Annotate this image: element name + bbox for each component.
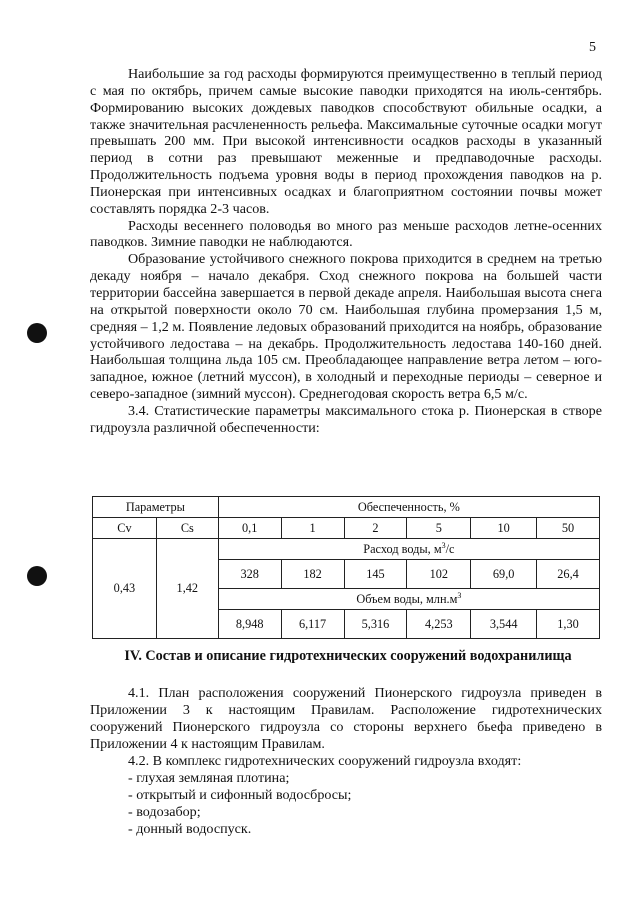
volume-value: 3,544 [471,610,537,639]
probability-cell: 1 [281,518,344,539]
probability-cell: 10 [471,518,537,539]
probability-cell: 2 [344,518,407,539]
probability-cell: 50 [537,518,600,539]
discharge-value: 26,4 [537,560,600,589]
list-item: - глухая земляная плотина; [128,770,290,786]
list-item: - водозабор; [128,804,201,820]
discharge-value: 328 [218,560,281,589]
volume-label-text: Объем воды, млн.м [356,591,458,606]
header-probability: Обеспеченность, % [218,497,599,518]
discharge-label [218,539,599,560]
section-body [90,685,602,838]
volume-unit-sup: 3 [457,590,462,600]
volume-value: 1,30 [537,610,600,639]
header-cs: Cs [156,518,218,539]
statistics-table-wrapper [92,496,600,639]
paragraph-spring-flood: Расходы весеннего половодья во много раз меньше расходов летне-осенних паводков. Зимние паводки не наблюдаются. [90,217,602,251]
statistics-table [92,496,600,639]
volume-value: 8,948 [218,610,281,639]
paragraph-table-intro: 3.4. Статистические параметры максимального стока р. Пионерская в створе гидроузла различной обеспеченности: [90,402,602,436]
volume-value: 6,117 [281,610,344,639]
volume-value: 5,316 [344,610,407,639]
paragraph-snow-ice-wind: Образование устойчивого снежного покрова приходится в среднем на третью декаду ноября – начало декабря. Сход снежного покрова на большей части территории бассейна завершается в первой декаде апреля. Наибольшая высота снега на открытой поверхности около 70 см. Наибольшая глубина промерзания 1,5 м, средняя – 1,2 м. Появление ледовых образований приходится на ноябрь, образование устойчивого ледостава – на декабрь. Продолжительность ледостава 140-160 дней. Наибольшая толщина льда 105 см. Преобладающее направление ветра летом – юго-западное, южное (летний муссон), в холодный и переходные периоды – северное и северо-западное (зимний муссон). Среднегодовая скорость ветра 6,5 м/с. [90,251,602,403]
discharge-label-text: Расход воды, м [363,541,442,556]
probability-cell: 0,1 [218,518,281,539]
body-text [90,66,602,437]
discharge-unit-sup: 3 [441,540,446,550]
volume-value: 4,253 [407,610,471,639]
header-cv: Cv [93,518,157,539]
discharge-value: 145 [344,560,407,589]
punch-hole-icon [27,566,47,586]
paragraph-summer-floods: Наибольшие за год расходы формируются преимущественно в теплый период с мая по октябрь, причем самые высокие паводки приходятся на июль-сентябрь. Формированию высоких дождевых паводков способствуют обильные осадки, а также значительная расчлененность рельефа. Максимальные суточные осадки могут превышать 200 мм. При высокой интенсивности осадков расходы в указанный период в сотни раз превышают меженные и предпаводочные расходы. Продолжительность подъема уровня воды в период прохождения паводков на р. Пионерская при интенсивных осадках и благоприятном состоянии почвы может составлять порядка 2-3 часов. [90,66,602,217]
discharge-unit-tail: /с [445,541,455,556]
punch-hole-icon [27,323,47,343]
page-number: 5 [589,40,596,55]
discharge-value: 182 [281,560,344,589]
list-item: - донный водоспуск. [128,821,252,837]
cs-value: 1,42 [156,539,218,639]
probability-cell: 5 [407,518,471,539]
paragraph-structures-intro: 4.2. В комплекс гидротехнических сооружений гидроузла входят: [128,753,522,769]
paragraph-site-plan: 4.1. План расположения сооружений Пионерского гидроузла приведен в Приложении 3 к настоящим Правилам. Расположение гидротехнических сооружений Пионерского гидроузла со стороны верхнего бьефа приведено в Приложении 4 к настоящим Правилам. [90,685,602,752]
list-item: - открытый и сифонный водосбросы; [128,787,352,803]
section-heading: IV. Состав и описание гидротехнических сооружений водохранилища [124,648,572,664]
cv-value: 0,43 [93,539,157,639]
discharge-value: 102 [407,560,471,589]
discharge-value: 69,0 [471,560,537,589]
volume-label [218,589,599,610]
structures-list [90,770,602,838]
header-parameters: Параметры [93,497,219,518]
